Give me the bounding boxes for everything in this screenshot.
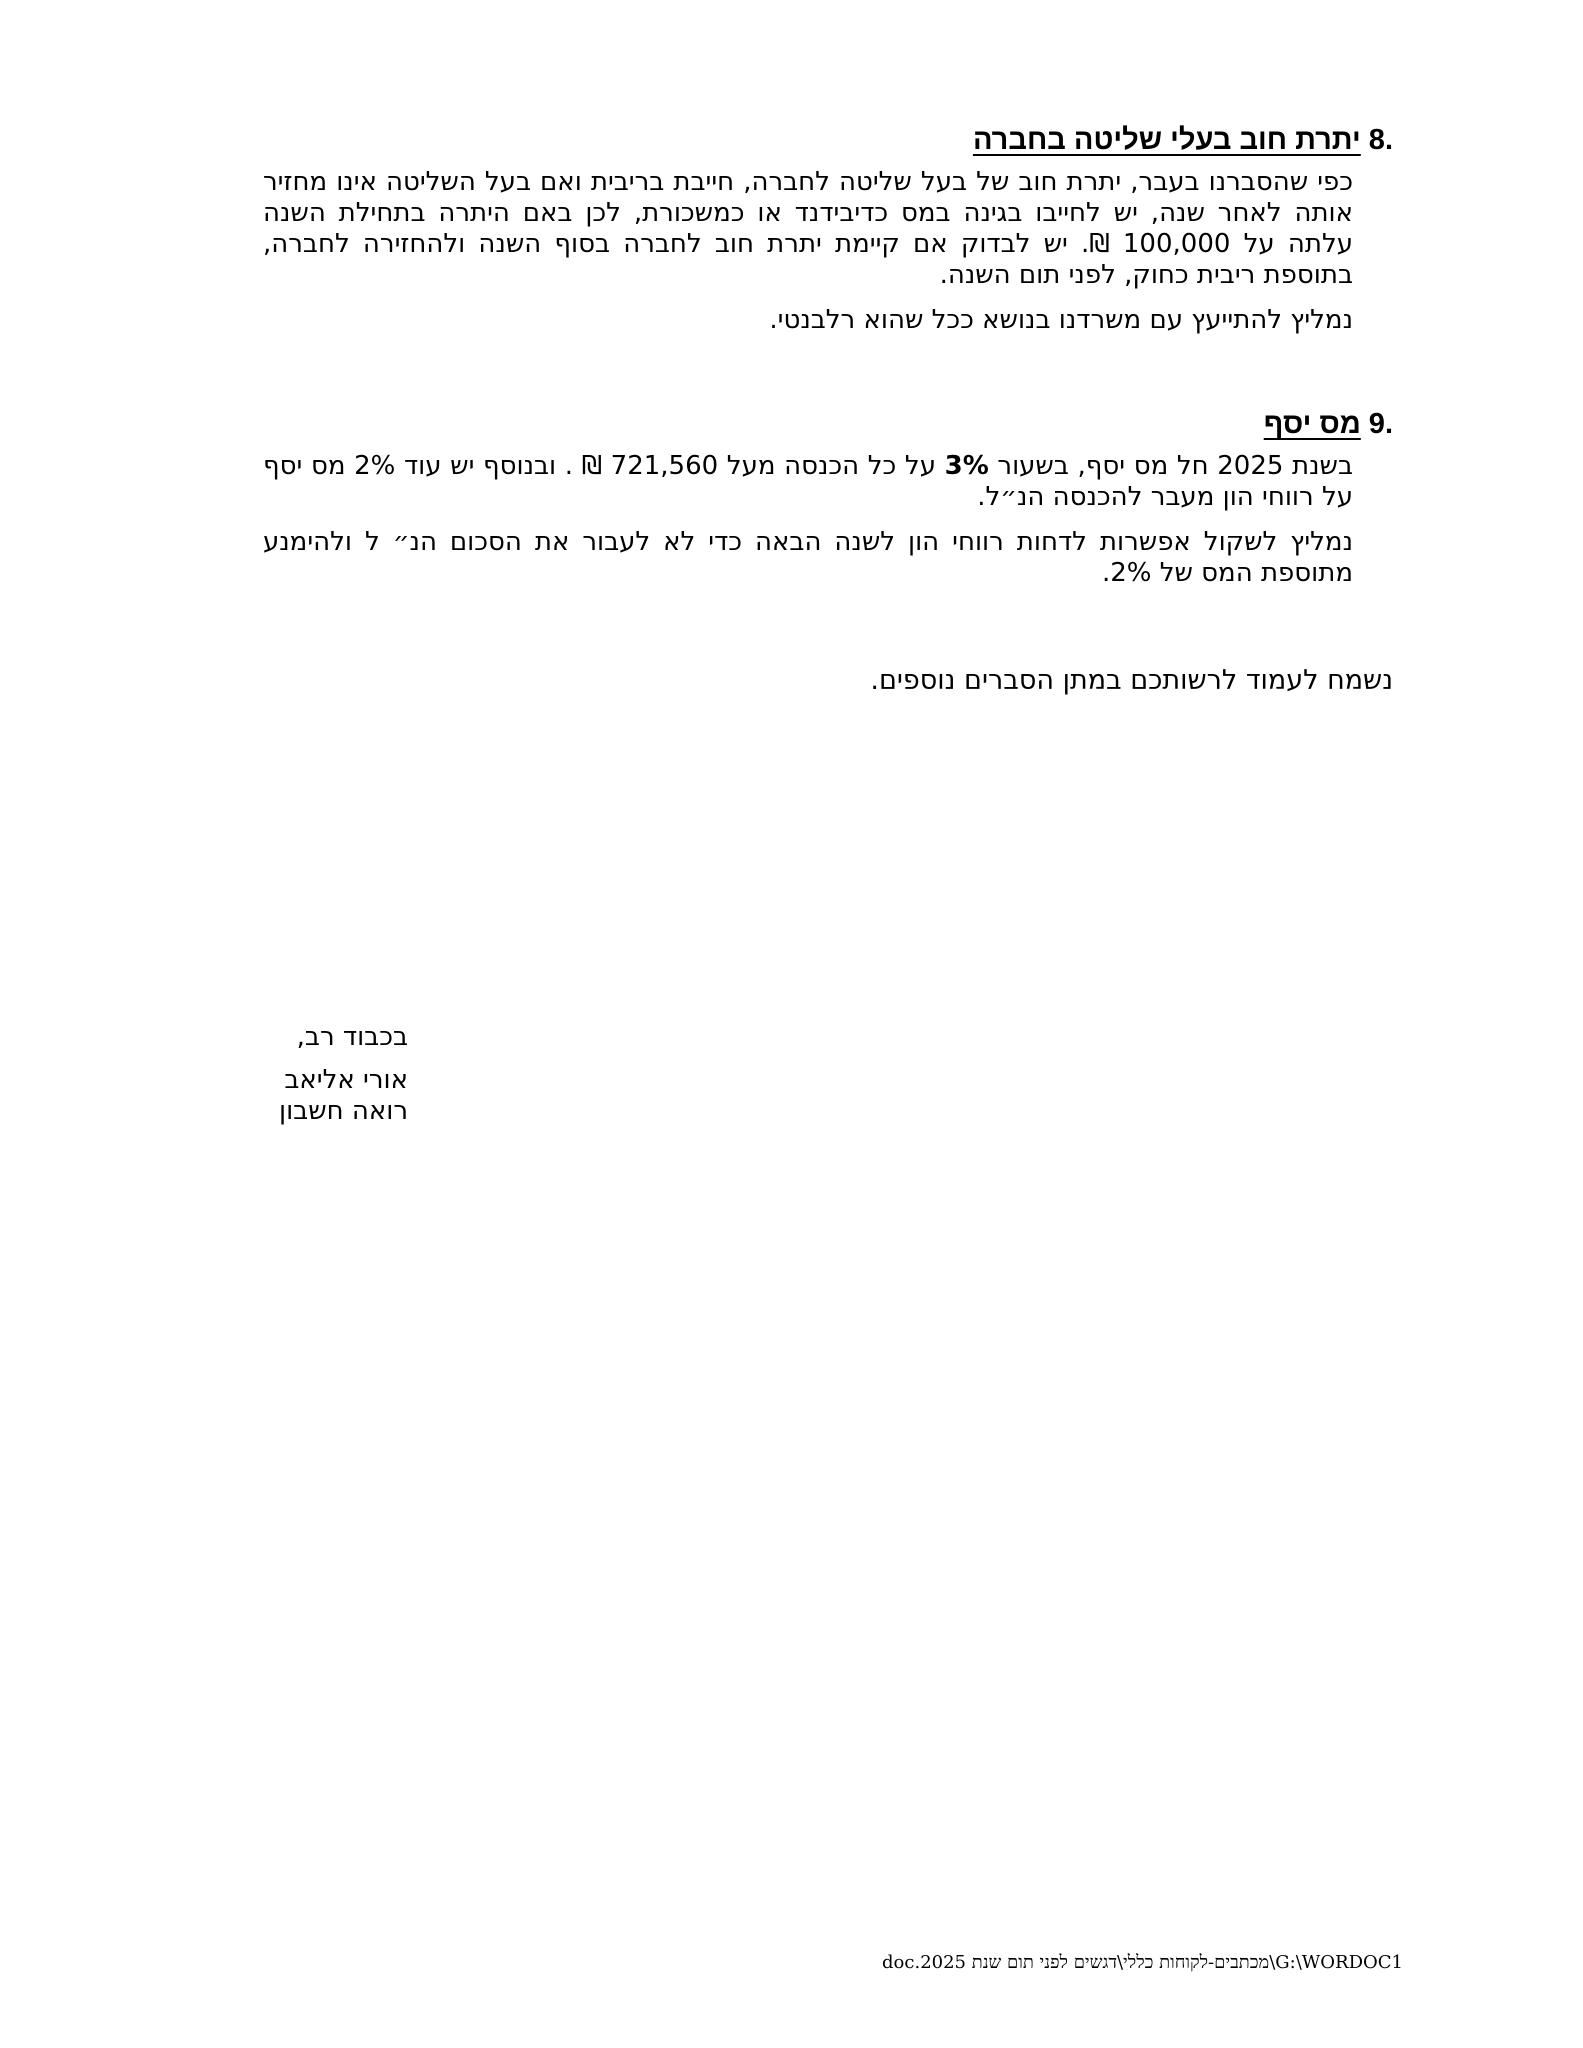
signature-greeting: בכבוד רב,: [296, 1022, 408, 1052]
section-8-number: .8: [1368, 124, 1393, 156]
section-9: [263, 408, 1393, 589]
section-9-text-a: בשנת 2025 חל מס יסף, בשעור: [988, 451, 1353, 481]
closing-sentence: נשמח לעמוד לרשותכם במתן הסברים נוספים.: [870, 665, 1393, 696]
section-9-rate: 3%: [944, 451, 989, 481]
signature-block: [258, 1022, 408, 1127]
section-8: [263, 124, 1393, 336]
signature-role: רואה חשבון: [279, 1096, 408, 1126]
section-8-title: יתרת חוב בעלי שליטה בחברה: [972, 124, 1361, 156]
section-9-heading: [263, 408, 1393, 441]
section-8-heading: [263, 124, 1393, 157]
section-9-paragraph-2: נמליץ לשקול אפשרות לדחות רווחי הון לשנה הבאה כדי לא לעבור את הסכום הנ״ ל ולהימנע מתוספת המס של 2%.: [263, 527, 1353, 588]
section-9-number: .9: [1368, 408, 1393, 440]
section-8-paragraph-1: כפי שהסברנו בעבר, יתרת חוב של בעל שליטה לחברה, חייבת בריבית ואם בעל השליטה אינו מחזיר אותה לאחר שנה, יש לחייבו בגינה במס כדיבידנד או כמשכורת, לכן באם היתרה בתחילת השנה עלתה על 100,000 ₪. יש לבדוק אם קיימת יתרת חוב לחברה בסוף השנה ולהחזירה לחברה, בתוספת ריבית כחוק, לפני תום השנה.: [263, 167, 1353, 290]
signature-name: אורי אליאב: [284, 1065, 408, 1095]
section-8-paragraph-2: נמליץ להתייעץ עם משרדנו בנושא ככל שהוא רלבנטי.: [769, 305, 1353, 335]
section-9-paragraph-1: [263, 451, 1353, 513]
footer-file-path: G:\WORDOC1\מכתבים-לקוחות כללי\דגשים לפני תום שנת 2025.doc: [882, 1952, 1403, 1973]
section-9-text-b: על כל הכנסה מעל 721,560 ₪ . ובנוסף יש עוד 2% מס יסף על רווחי הון מעבר להכנסה הנ״ל.: [263, 451, 1353, 512]
section-9-title: מס יסף: [1263, 408, 1361, 440]
